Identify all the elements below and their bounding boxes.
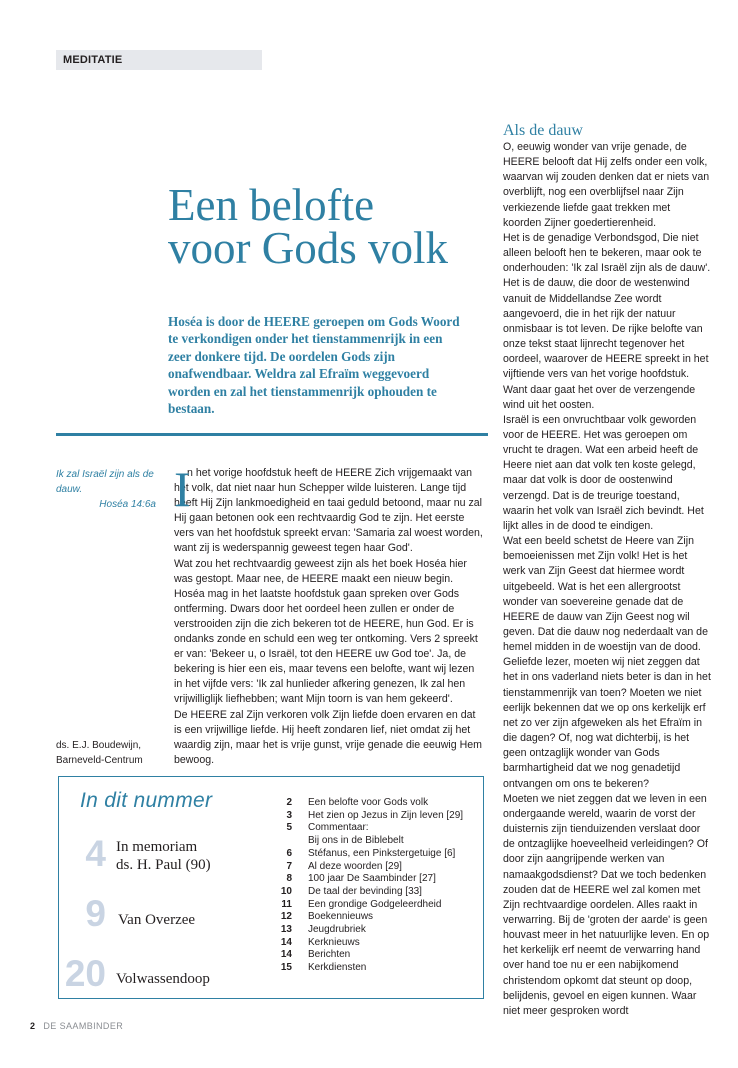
quote-reference: Hoséa 14:6a bbox=[99, 499, 156, 510]
toc-row[interactable] bbox=[272, 899, 482, 912]
toc-page: 11 bbox=[281, 898, 292, 910]
toc-title: Jeugdrubriek bbox=[308, 924, 366, 936]
toc-row[interactable] bbox=[272, 962, 482, 975]
toc-title: Kerkdiensten bbox=[308, 962, 367, 974]
feature-item[interactable] bbox=[116, 838, 211, 874]
title-line-1: Een belofte bbox=[168, 180, 375, 230]
toc-page: 2 bbox=[286, 797, 292, 808]
toc-row[interactable] bbox=[272, 949, 482, 962]
toc-page bbox=[272, 835, 292, 848]
author-place: Barneveld-Centrum bbox=[56, 755, 143, 766]
table-of-contents bbox=[272, 797, 482, 975]
page-footer bbox=[30, 1020, 123, 1032]
feature-line: Van Overzee bbox=[118, 912, 196, 928]
toc-page: 12 bbox=[280, 911, 292, 923]
toc-row[interactable] bbox=[272, 810, 482, 823]
toc-page: 10 bbox=[280, 885, 292, 897]
toc-page: 15 bbox=[280, 962, 292, 974]
sidebar-paragraph: Het is de genadige Verbondsgod, Die niet alleen belooft hen te bekeren, maar ook te onderhouden: 'Ik zal Israël zijn als de dauw'. Het is de dauw, die door de westenwind vanuit de Middellandse Zee wordt aangevoerd, die in het rijk der natuur onmisbaar is tot leven. De rijke belofte van onze tekst staat lijnrecht tegenover het oordeel, waarover de HEERE spreekt in het vijftiende vers van het vorige hoofdstuk. Want daar gaat het over de verzengende wind uit het oosten. bbox=[503, 231, 711, 411]
toc-page: 8 bbox=[286, 873, 292, 885]
toc-title: Al deze woorden [29] bbox=[308, 860, 402, 872]
article-intro: Hoséa is door de HEERE geroepen om Gods Woord te verkondigen onder het tienstammenrijk in een zeer donkere tijd. De oordelen Gods zijn onafwendbaar. Weldra zal Efraïm weggevoerd worden en zal het tienstammenrijk ophouden te bestaan. bbox=[168, 314, 460, 417]
feature-page-number: 9 bbox=[85, 893, 106, 934]
toc-page: 7 bbox=[286, 860, 292, 872]
title-line-2: voor Gods volk bbox=[168, 223, 448, 273]
sidebar-paragraph: Israël is een onvruchtbaar volk geworden voor de HEERE. Het was geroepen om vrucht te dragen. Wat een arbeid heeft de Heere niet aan dat volk ten koste gelegd, maar dat volk is door de oostenwind verzengd. Dat is de treurige toestand, waarin het volk van Israël zich bevindt. Het lijkt alles in de dood te eindigen. bbox=[503, 413, 704, 532]
toc-title: Kerknieuws bbox=[308, 936, 360, 948]
sidebar-text bbox=[503, 140, 711, 1019]
toc-title: Het zien op Jezus in Zijn leven [29] bbox=[308, 809, 464, 821]
feature-line: Volwassendoop bbox=[116, 971, 210, 987]
toc-row[interactable] bbox=[272, 835, 482, 848]
article-paragraph: Wat zou het rechtvaardig geweest zijn als het boek Hoséa hier was gestopt. Maar nee, de HEERE maakt een nieuw begin. Hoséa mag in het laatste hoofdstuk gaan spreken over Gods ontferming. Dwars door het oordeel heen zullen er onder de verstrooiden zijn die zich bekeren tot de HEERE, hun God. Er is ondanks zonde en schuld een weg ter ontkoming. Vers 2 spreekt er van: 'Bekeer u, o Israël, tot den HEERE uw God toe'. Ja, de bekering is hier een eis, maar tevens een belofte, want wij lezen in het vijfde vers: 'Ik zal hunlieder afkering genezen, Ik zal hen vrijwilliglijk liefhebben; want Mijn toorn is van hem gekeerd'. bbox=[174, 557, 478, 706]
sidebar-paragraph: Moeten we niet zeggen dat we leven in een ondergaande wereld, waarin de vorst der duisternis zijn tienduizenden verslaat door de ontzaglijke hoeveelheid verleidingen? Of door zijn aangrijpende werken van namaakgodsdienst? Dat we toch bedenken zouden dat de HEERE wel zal komen met Zijn rechtvaardige oordelen. Alles raakt in verwarring. Bij de 'groten der aarde' is geen houvast meer in het natuurlijke leven. En op het kerkelijk erf neemt de verwarring hand over hand toe nu er een nabijkomend christendom opkomt dat steunt op doop, belijdenis, gevoel en eigen kunnen. Waar niet meer gesproken wordt bbox=[503, 792, 710, 1017]
toc-page: 6 bbox=[286, 847, 292, 859]
drop-cap: I bbox=[174, 461, 191, 517]
toc-row[interactable] bbox=[272, 886, 482, 899]
toc-row[interactable] bbox=[272, 797, 482, 810]
toc-title: 100 jaar De Saambinder [27] bbox=[308, 873, 436, 885]
toc-title: Berichten bbox=[308, 949, 351, 961]
publication-name: DE SAAMBINDER bbox=[43, 1021, 124, 1031]
toc-title: De taal der bevinding [33] bbox=[308, 885, 422, 897]
author-name: ds. E.J. Boudewijn, bbox=[56, 740, 142, 751]
toc-row[interactable] bbox=[272, 822, 482, 835]
article-body bbox=[174, 461, 484, 768]
feature-page-number: 20 bbox=[64, 953, 106, 994]
sidebar-paragraph: Wat een beeld schetst de Heere van Zijn bemoeienissen met Zijn volk! Het is het werk van Zijn Geest dat hiermee wordt uitgebeeld. Wat is het een allergrootst wonder van soevereine genade dat de HEERE de dauw van Zijn Geest nog wil geven. Dat die dauw nog nederdaalt van de hemel midden in de woestijn van de dood. Geliefde lezer, moeten wij niet zeggen dat het in ons vaderland niets beter is dan in het tienstammenrijk van toen? Moeten we niet eerlijk bekennen dat we op ons kerkelijk erf net zo ver zijn afgeweken als het Efraïm in die dagen? Of, nog wat dichterbij, is het geen ontzaglijk wonder van Gods barmhartigheid dat we nog genadetijd ontvangen om ons te bekeren? bbox=[503, 535, 711, 790]
feature-item[interactable] bbox=[118, 911, 195, 929]
sidebar-paragraph: O, eeuwig wonder van vrije genade, de HEERE belooft dat Hij zelfs onder een volk, waarvan wij zouden denken dat er niets van overblijft, nog een overblijfsel naar Zijn verkiezende liefde gaat trekken met koorden Zijner goedertierenheid. bbox=[503, 141, 710, 229]
toc-title: Stéfanus, een Pinkstergetuige [6] bbox=[308, 847, 456, 859]
author-byline bbox=[56, 738, 166, 768]
toc-row[interactable] bbox=[272, 873, 482, 886]
toc-row[interactable] bbox=[272, 861, 482, 874]
sidebar-column bbox=[503, 122, 711, 1019]
toc-row[interactable] bbox=[272, 848, 482, 861]
section-tag: MEDITATIE bbox=[56, 50, 262, 70]
toc-page: 14 bbox=[280, 936, 292, 948]
article-paragraph: De HEERE zal Zijn verkoren volk Zijn liefde doen ervaren en dat is een vrijwillige liefde. Hij heeft zondaren lief, niet omdat zij het waardig zijn, maar het is vrije gunst, vrije genade die eeuwig Hem bewoog. bbox=[174, 708, 482, 766]
article-paragraph-text: n het vorige hoofdstuk heeft de HEERE Zich vrijgemaakt van het volk, dat niet naar hun Schepper wilde luisteren. Lange tijd heeft Hij Zijn lankmoedigheid en taai geduld betoond, maar nu zal Hij gaan betonen ook een rechtvaardig God te zijn. Het eerste vers van het hoofdstuk spreekt ervan: 'Samaria zal woest worden, want zij is wederspannig geweest tegen haar God'. bbox=[174, 467, 483, 555]
toc-page: 5 bbox=[286, 822, 292, 834]
in-this-issue-title: In dit nummer bbox=[80, 789, 213, 812]
quote-text: Ik zal Israël zijn als de dauw. bbox=[56, 469, 154, 495]
toc-row[interactable] bbox=[272, 924, 482, 937]
toc-page: 3 bbox=[286, 809, 292, 821]
toc-title: Bij ons in de Biblebelt bbox=[308, 835, 404, 847]
feature-line: ds. H. Paul (90) bbox=[116, 857, 211, 873]
divider bbox=[56, 433, 488, 436]
toc-title: Commentaar: bbox=[308, 822, 369, 834]
toc-row[interactable] bbox=[272, 937, 482, 950]
toc-page: 13 bbox=[280, 924, 292, 936]
scripture-quote bbox=[56, 467, 156, 512]
feature-line: In memoriam bbox=[116, 839, 198, 855]
sidebar-heading: Als de dauw bbox=[503, 122, 583, 139]
feature-page-number: 4 bbox=[85, 833, 106, 874]
article-title bbox=[168, 180, 488, 273]
article-paragraph bbox=[174, 461, 484, 557]
toc-title: Een grondige Godgeleerdheid bbox=[308, 898, 442, 910]
feature-item[interactable] bbox=[116, 970, 210, 988]
toc-title: Een belofte voor Gods volk bbox=[308, 797, 429, 808]
toc-title: Boekennieuws bbox=[308, 911, 374, 923]
page-number: 2 bbox=[30, 1021, 36, 1031]
toc-page: 14 bbox=[280, 949, 292, 961]
toc-row[interactable] bbox=[272, 911, 482, 924]
